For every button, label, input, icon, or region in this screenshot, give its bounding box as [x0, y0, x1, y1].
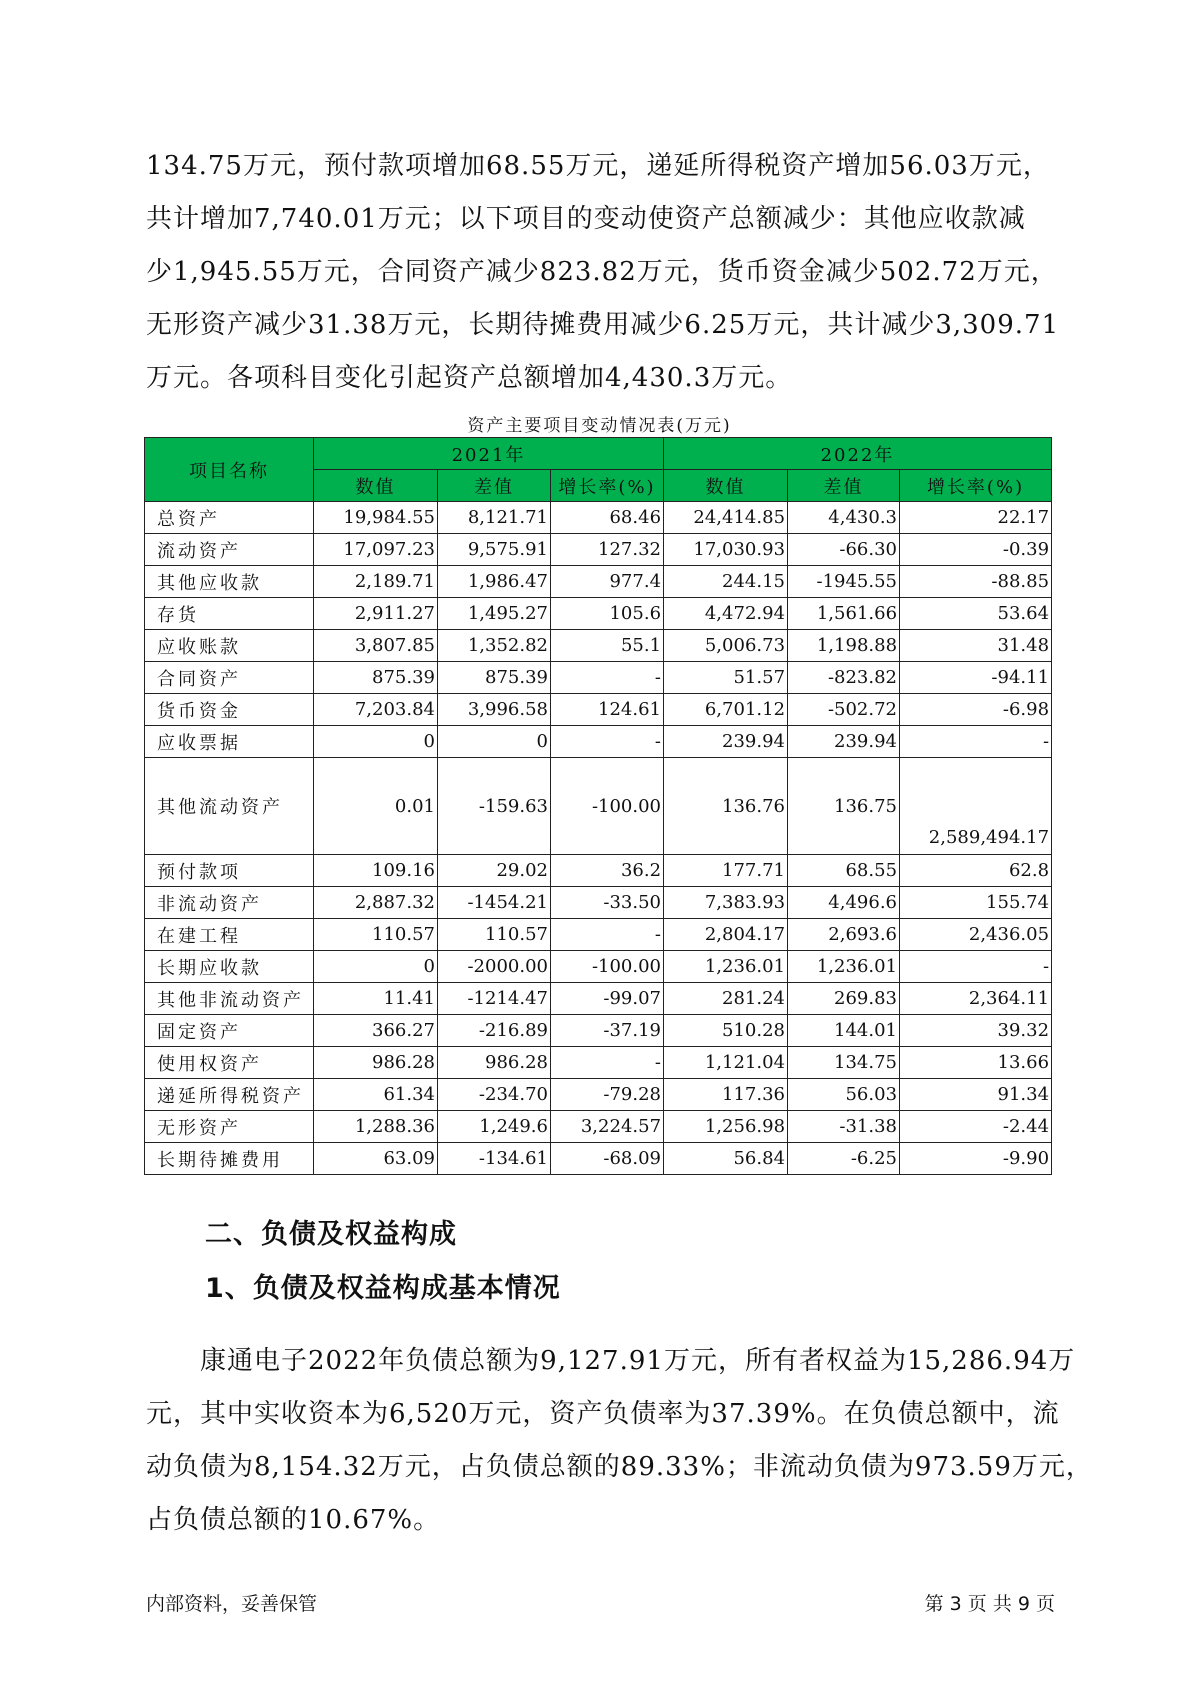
table-row: [145, 983, 1052, 1015]
section-heading: 二、负债及权益构成: [205, 1219, 457, 1250]
table-row: [145, 694, 1052, 726]
table-cell: 155.74: [900, 887, 1052, 919]
table-cell: 61.34: [314, 1079, 438, 1111]
intro-paragraph: [146, 140, 1060, 405]
table-cell: -234.70: [438, 1079, 551, 1111]
row-label: 非流动资产: [145, 887, 314, 919]
table-cell: -31.38: [788, 1111, 900, 1143]
table-cell: 1,352.82: [438, 630, 551, 662]
row-label: 流动资产: [145, 534, 314, 566]
table-row: [145, 1047, 1052, 1079]
table-cell: 2,804.17: [664, 919, 788, 951]
table-cell: -: [551, 662, 664, 694]
table-cell: -100.00: [551, 758, 664, 855]
table-cell: 4,472.94: [664, 598, 788, 630]
table-cell: 8,121.71: [438, 502, 551, 534]
intro-line: 少1,945.55万元，合同资产减少823.82万元，货币资金减少502.72万元，: [146, 257, 1058, 287]
table-cell: 0: [438, 726, 551, 758]
row-label: 应收票据: [145, 726, 314, 758]
table-cell: 110.57: [314, 919, 438, 951]
table-cell: 134.75: [788, 1047, 900, 1079]
table-row: [145, 662, 1052, 694]
table-cell: 2,364.11: [900, 983, 1052, 1015]
table-cell: 0: [314, 726, 438, 758]
table-cell: 31.48: [900, 630, 1052, 662]
header-difference: 差值: [788, 470, 900, 502]
table-cell: -134.61: [438, 1143, 551, 1175]
table-row: [145, 566, 1052, 598]
table-cell: 510.28: [664, 1015, 788, 1047]
table-cell: 53.64: [900, 598, 1052, 630]
table-cell: 55.1: [551, 630, 664, 662]
table-cell: 51.57: [664, 662, 788, 694]
row-label: 其他非流动资产: [145, 983, 314, 1015]
table-cell: 13.66: [900, 1047, 1052, 1079]
table-cell: 1,288.36: [314, 1111, 438, 1143]
table-cell: -1454.21: [438, 887, 551, 919]
header-value: 数值: [664, 470, 788, 502]
table-cell: 62.8: [900, 855, 1052, 887]
table-cell: 3,807.85: [314, 630, 438, 662]
row-label: 递延所得税资产: [145, 1079, 314, 1111]
table-cell: 110.57: [438, 919, 551, 951]
table-cell: 177.71: [664, 855, 788, 887]
table-cell: 1,236.01: [788, 951, 900, 983]
table-cell: 7,203.84: [314, 694, 438, 726]
table-cell: 29.02: [438, 855, 551, 887]
row-label: 其他流动资产: [145, 758, 314, 855]
intro-line: 无形资产减少31.38万元，长期待摊费用减少6.25万元，共计减少3,309.71: [146, 310, 1060, 340]
table-row: [145, 1143, 1052, 1175]
row-label: 无形资产: [145, 1111, 314, 1143]
table-row: [145, 1015, 1052, 1047]
header-growth-rate: 增长率(%): [900, 470, 1052, 502]
table-cell: 5,006.73: [664, 630, 788, 662]
table-cell: 269.83: [788, 983, 900, 1015]
table-cell: 68.46: [551, 502, 664, 534]
table-cell: 19,984.55: [314, 502, 438, 534]
table-cell: 0: [314, 951, 438, 983]
row-label: 长期应收款: [145, 951, 314, 983]
table-caption: 资产主要项目变动情况表(万元): [467, 416, 732, 436]
table-cell: 39.32: [900, 1015, 1052, 1047]
table-cell: 4,430.3: [788, 502, 900, 534]
row-label: 应收账款: [145, 630, 314, 662]
table-cell: 1,249.6: [438, 1111, 551, 1143]
intro-line: 共计增加7,740.01万元；以下项目的变动使资产总额减少：其他应收款减: [146, 204, 1026, 234]
row-label: 长期待摊费用: [145, 1143, 314, 1175]
table-row: [145, 758, 1052, 855]
subsection-heading: 1、负债及权益构成基本情况: [205, 1273, 561, 1304]
table-cell: 986.28: [314, 1047, 438, 1079]
body-paragraph: [146, 1335, 1093, 1547]
table-cell: 17,097.23: [314, 534, 438, 566]
table-cell: 1,121.04: [664, 1047, 788, 1079]
row-label: 使用权资产: [145, 1047, 314, 1079]
table-cell: 56.84: [664, 1143, 788, 1175]
table-cell: 2,589,494.17: [900, 758, 1052, 855]
table-cell: 117.36: [664, 1079, 788, 1111]
table-cell: 22.17: [900, 502, 1052, 534]
body-line: 占负债总额的10.67%。: [146, 1505, 441, 1535]
table-cell: -33.50: [551, 887, 664, 919]
table-row: [145, 534, 1052, 566]
table-cell: -159.63: [438, 758, 551, 855]
table-cell: -99.07: [551, 983, 664, 1015]
table-row: [145, 726, 1052, 758]
table-cell: 2,887.32: [314, 887, 438, 919]
table-cell: 875.39: [314, 662, 438, 694]
table-cell: -502.72: [788, 694, 900, 726]
table-cell: 1,198.88: [788, 630, 900, 662]
table-cell: -0.39: [900, 534, 1052, 566]
row-label: 货币资金: [145, 694, 314, 726]
table-cell: 136.75: [788, 758, 900, 855]
table-cell: -2000.00: [438, 951, 551, 983]
table-cell: 11.41: [314, 983, 438, 1015]
table-cell: -: [551, 1047, 664, 1079]
table-cell: -37.19: [551, 1015, 664, 1047]
footer-note: 内部资料，妥善保管: [146, 1593, 318, 1615]
table-cell: 1,986.47: [438, 566, 551, 598]
row-label: 预付款项: [145, 855, 314, 887]
table-cell: 105.6: [551, 598, 664, 630]
row-label: 存货: [145, 598, 314, 630]
intro-line: 134.75万元，预付款项增加68.55万元，递延所得税资产增加56.03万元，: [146, 151, 1050, 181]
row-label: 总资产: [145, 502, 314, 534]
table-cell: 91.34: [900, 1079, 1052, 1111]
table-cell: -823.82: [788, 662, 900, 694]
table-cell: 281.24: [664, 983, 788, 1015]
table-cell: 2,693.6: [788, 919, 900, 951]
table-cell: 0.01: [314, 758, 438, 855]
header-value: 数值: [314, 470, 438, 502]
table-cell: -6.98: [900, 694, 1052, 726]
table-cell: 1,495.27: [438, 598, 551, 630]
table-row: [145, 951, 1052, 983]
table-cell: 239.94: [788, 726, 900, 758]
table-cell: 24,414.85: [664, 502, 788, 534]
table-cell: 1,256.98: [664, 1111, 788, 1143]
table-cell: 986.28: [438, 1047, 551, 1079]
table-cell: 6,701.12: [664, 694, 788, 726]
header-difference: 差值: [438, 470, 551, 502]
table-row: [145, 630, 1052, 662]
table-cell: -1214.47: [438, 983, 551, 1015]
table-cell: 136.76: [664, 758, 788, 855]
page-number: 第 3 页 共 9 页: [924, 1593, 1055, 1615]
table-cell: -: [551, 726, 664, 758]
table-cell: 127.32: [551, 534, 664, 566]
table-cell: 144.01: [788, 1015, 900, 1047]
table-cell: -68.09: [551, 1143, 664, 1175]
table-cell: 2,911.27: [314, 598, 438, 630]
table-cell: 124.61: [551, 694, 664, 726]
row-label: 固定资产: [145, 1015, 314, 1047]
table-cell: 4,496.6: [788, 887, 900, 919]
table-cell: 68.55: [788, 855, 900, 887]
table-cell: 875.39: [438, 662, 551, 694]
header-year-2021: 2021年: [314, 438, 664, 470]
table-row: [145, 598, 1052, 630]
table-cell: 244.15: [664, 566, 788, 598]
table-cell: 977.4: [551, 566, 664, 598]
table-cell: -2.44: [900, 1111, 1052, 1143]
table-cell: 17,030.93: [664, 534, 788, 566]
row-label: 合同资产: [145, 662, 314, 694]
table-cell: 3,996.58: [438, 694, 551, 726]
table-cell: 2,436.05: [900, 919, 1052, 951]
table-cell: -: [900, 726, 1052, 758]
table-row: [145, 1079, 1052, 1111]
table-cell: 63.09: [314, 1143, 438, 1175]
table-cell: -100.00: [551, 951, 664, 983]
table-cell: -216.89: [438, 1015, 551, 1047]
table-cell: 7,383.93: [664, 887, 788, 919]
table-cell: 239.94: [664, 726, 788, 758]
table-cell: -94.11: [900, 662, 1052, 694]
table-cell: -9.90: [900, 1143, 1052, 1175]
table-row: [145, 1111, 1052, 1143]
table-row: [145, 919, 1052, 951]
table-row: [145, 855, 1052, 887]
table-cell: 109.16: [314, 855, 438, 887]
table-cell: 56.03: [788, 1079, 900, 1111]
table-cell: 3,224.57: [551, 1111, 664, 1143]
table-cell: -66.30: [788, 534, 900, 566]
header-item-name: 项目名称: [145, 438, 314, 502]
table-cell: -: [900, 951, 1052, 983]
table-cell: 36.2: [551, 855, 664, 887]
table-cell: -79.28: [551, 1079, 664, 1111]
table-cell: 1,561.66: [788, 598, 900, 630]
row-label: 其他应收款: [145, 566, 314, 598]
table-cell: 366.27: [314, 1015, 438, 1047]
table-cell: 1,236.01: [664, 951, 788, 983]
table-cell: -: [551, 919, 664, 951]
body-line: 动负债为8,154.32万元，占负债总额的89.33%；非流动负债为973.59万元，: [146, 1452, 1093, 1482]
asset-changes-table: [144, 437, 1052, 1175]
table-cell: 9,575.91: [438, 534, 551, 566]
table-cell: 2,189.71: [314, 566, 438, 598]
body-line: 元，其中实收资本为6,520万元，资产负债率为37.39%。在负债总额中，流: [146, 1399, 1060, 1429]
table-row: [145, 502, 1052, 534]
header-growth-rate: 增长率(%): [551, 470, 664, 502]
body-line: 康通电子2022年负债总额为9,127.91万元，所有者权益为15,286.94万: [200, 1346, 1076, 1376]
intro-line: 万元。各项科目变化引起资产总额增加4,430.3万元。: [146, 363, 793, 393]
header-year-2022: 2022年: [664, 438, 1052, 470]
row-label: 在建工程: [145, 919, 314, 951]
table-cell: -6.25: [788, 1143, 900, 1175]
table-row: [145, 887, 1052, 919]
table-cell: -1945.55: [788, 566, 900, 598]
table-cell: -88.85: [900, 566, 1052, 598]
